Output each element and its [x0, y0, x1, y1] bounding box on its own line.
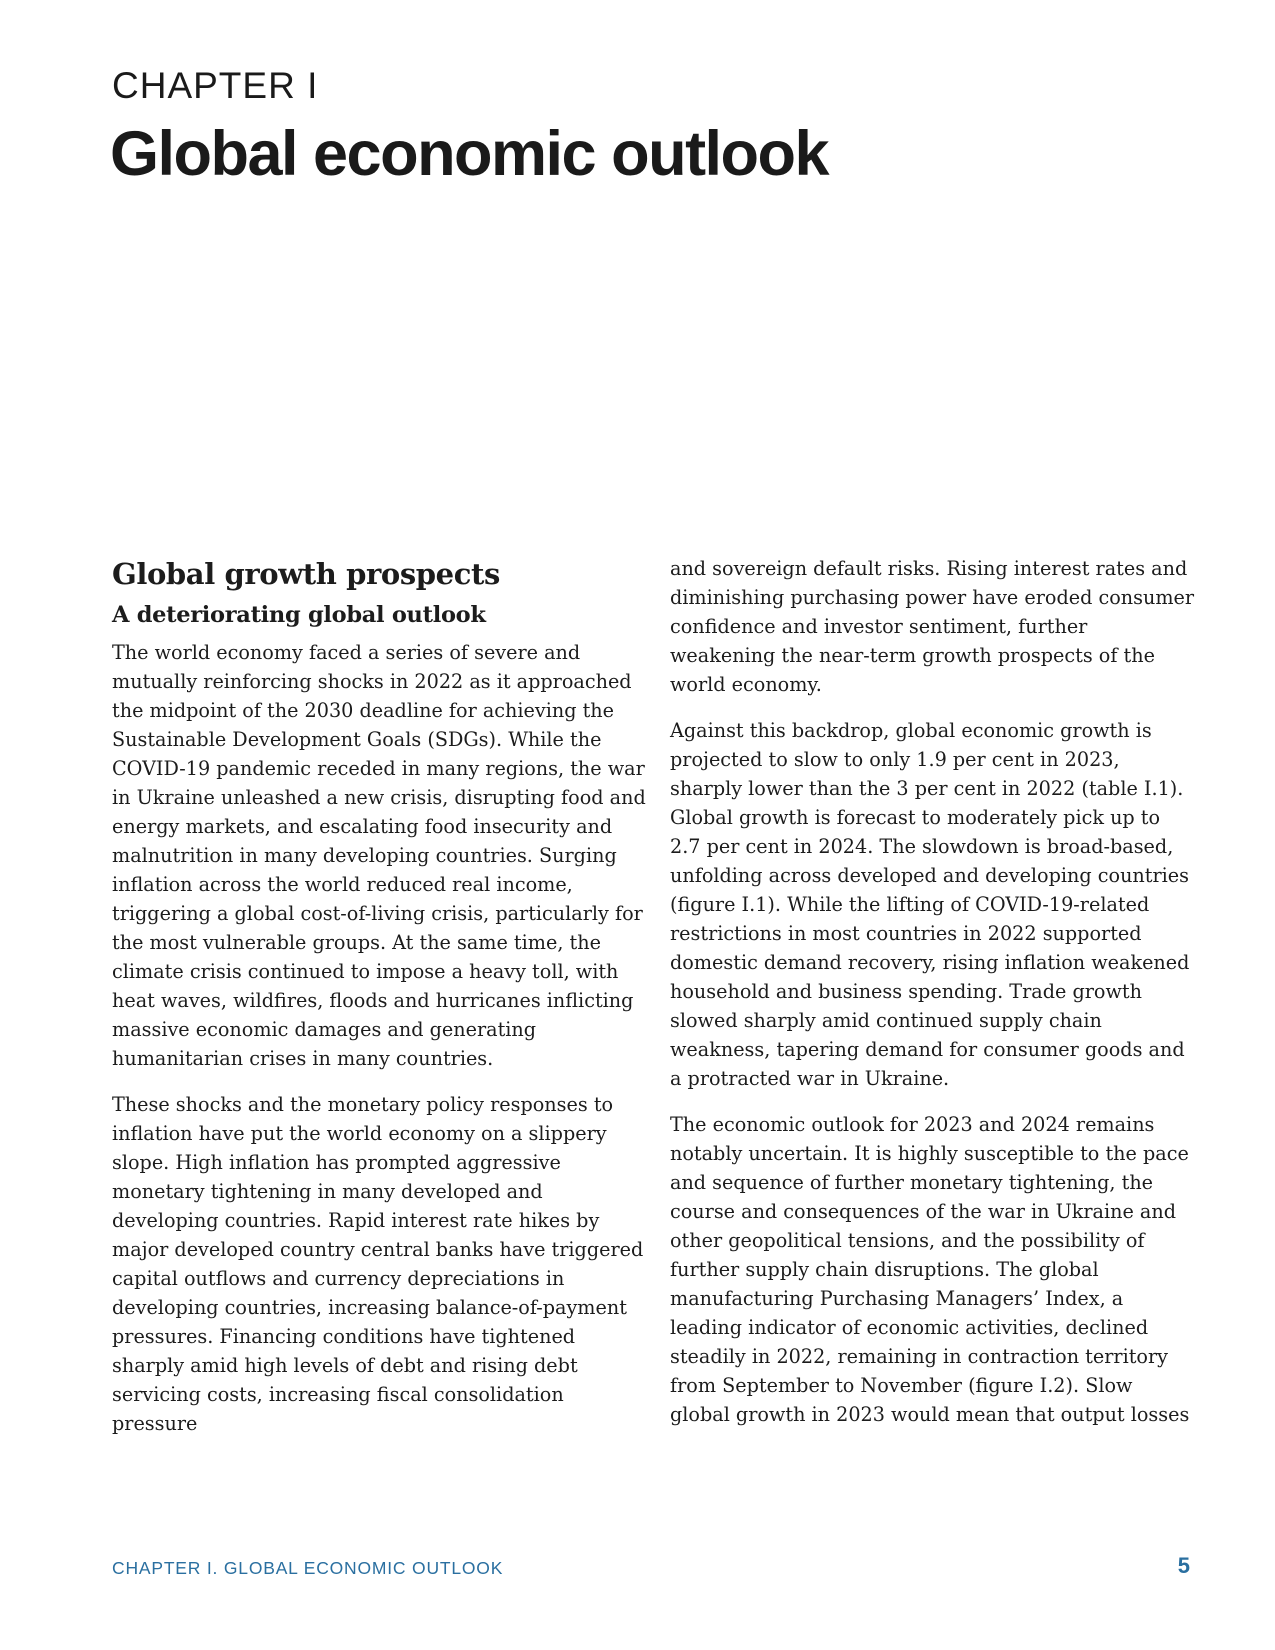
chapter-title: Global economic outlook — [110, 119, 829, 189]
footer-running-title: CHAPTER I. GLOBAL ECONOMIC OUTLOOK — [112, 1558, 504, 1578]
body-paragraph: These shocks and the monetary policy responses to inflation have put the world economy on a slippery slope. High inflation has prompted aggressive monetary tightening in many developed and developing countries. Rapid interest rate hikes by major developed country central banks have triggered capital outflows and currency depreciations in developing countries, increasing balance-of-payment pressures. Financing conditions have tightened sharply amid high levels of debt and rising debt servicing costs, increasing fiscal consolidation pressure — [112, 1093, 644, 1435]
body-paragraph: The economic outlook for 2023 and 2024 remains notably uncertain. It is highly susceptible to the pace and sequence of further monetary tightening, the course and consequences of the war in Ukraine and other geopolitical tensions, and the possibility of further supply chain disruptions. The global manufacturing Purchasing Managers’ Index, a leading indicator of economic activities, declined steadily in 2022, remaining in contraction territory from September to November (figure I.2). Slow global growth in 2023 would mean that output losses — [670, 1113, 1190, 1426]
page-number: 5 — [1177, 1553, 1190, 1578]
body-paragraph: The world economy faced a series of severe and mutually reinforcing shocks in 2022 as it approached the midpoint of the 2030 deadline for achieving the Sustainable Development Goals (SDGs). While the COVID-19 pandemic receded in many regions, the war in Ukraine unleashed a new crisis, disrupting food and energy markets, and escalating food insecurity and malnutrition in many developing countries. Surging inflation across the world reduced real income, triggering a global cost-of-living crisis, particularly for the most vulnerable groups. At the same time, the climate crisis continued to impose a heavy toll, with heat waves, wildfires, floods and hurricanes inflicting massive economic damages and generating humanitarian crises in many countries. — [112, 641, 646, 1070]
section-heading: Global growth prospects — [112, 557, 500, 591]
sub-heading: A deteriorating global outlook — [112, 602, 486, 628]
chapter-label: CHAPTER I — [112, 65, 319, 106]
body-paragraph: and sovereign default risks. Rising interest rates and diminishing purchasing power have eroded consumer confidence and investor sentiment, further weakening the near-term growth prospects of the world economy. — [670, 557, 1195, 696]
body-paragraph: Against this backdrop, global economic growth is projected to slow to only 1.9 per cent in 2023, sharply lower than the 3 per cent in 2022 (table I.1). Global growth is forecast to moderately pick up to 2.7 per cent in 2024. The slowdown is broad-based, unfolding across developed and developing countries (figure I.1). While the lifting of COVID-19-related restrictions in most countries in 2022 supported domestic demand recovery, rising inflation weakened household and business spending. Trade growth slowed sharply amid continued supply chain weakness, tapering demand for consumer goods and a protracted war in Ukraine. — [670, 719, 1190, 1090]
left-column — [112, 553, 647, 1455]
right-column — [670, 554, 1195, 1446]
